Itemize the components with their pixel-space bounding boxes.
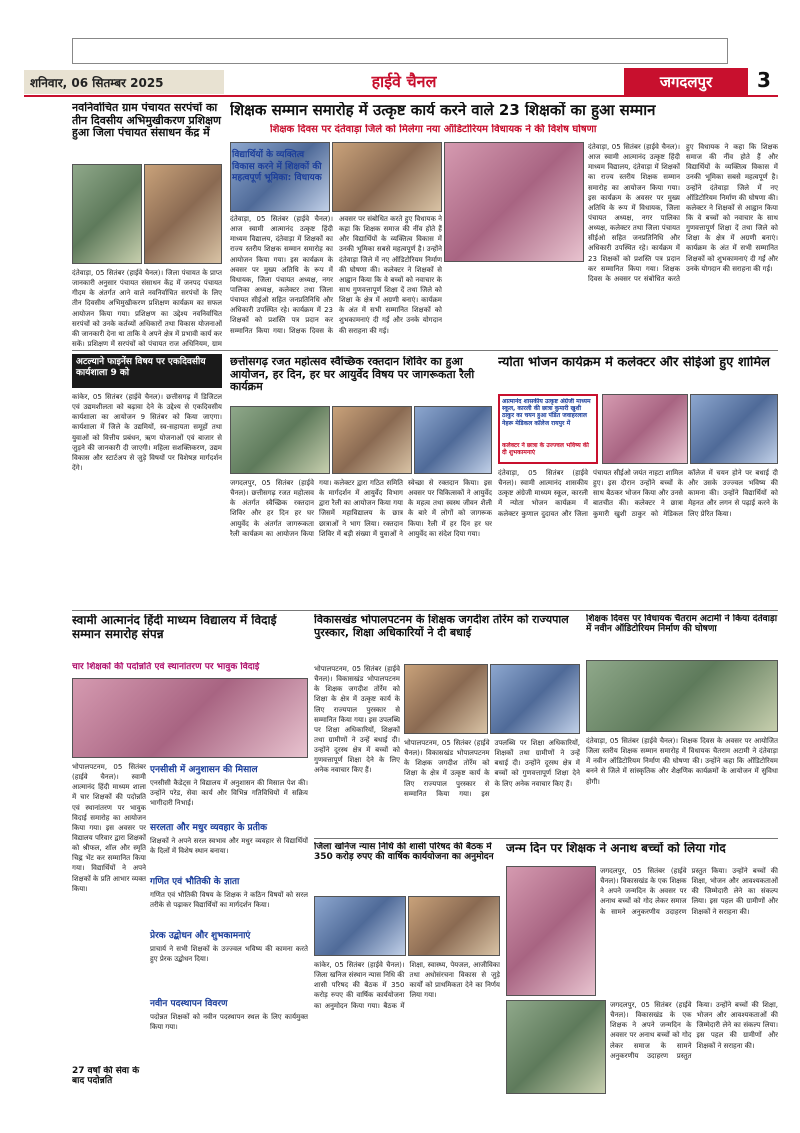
headline-nyota: न्योता भोजन कार्यक्रम में कलेक्टर और सीईओ हुए शामिल xyxy=(498,356,770,370)
photo-training-2 xyxy=(144,164,222,264)
body-teachers-cont-text: दंतेवाड़ा, 05 सितंबर (हाईवे चैनल)। आज स्वामी आत्मानंद उत्कृष्ट हिंदी माध्यम विद्यालय, दंतेवाड़ा में शिक्षकों का राज्य स्तरीय शिक्षक सम्मान समारोह का आयोजन किया गया। इस कार्यक्रम के अवसर पर मुख्य अतिथि के रूप में विधायक, जिला पंचायत अध्यक्ष, नगर पालिका अध्यक्ष, कलेक्टर तथा जिला पंचायत सीईओ सहित जनप्रतिनिधि और अधिकारी उपस्थित रहे। कार्यक्रम में 23 शिक्षकों को प्रशस्ति पत्र प्रदान कर सम्मानित किया गया। शिक्षक दिवस के अवसर पर संबोधित करते हुए विधायक ने कहा कि शिक्षक समाज की नींव होते हैं और विद्यार्थियों के व्यक्तित्व विकास में उनकी भूमिका सबसे महत्वपूर्ण है। उन्होंने दंतेवाड़ा जिले में नए ऑडिटोरियम निर्माण की घोषणा की। कलेक्टर ने शिक्षकों से आह्वान किया कि वे बच्चों को नवाचार के साथ गुणवत्तापूर्ण शिक्षा दें तथा जिले को शिक्षा के क्षेत्र में अग्रणी बनाएं। कार्यक्रम के अंत में सभी सम्मानित शिक्षकों को शुभकामनाएं दी गईं और उनके योगदान की सराहना की गई। xyxy=(588,143,778,283)
body-atmanand: भोपालपटनम, 05 सितंबर (हाईवे चैनल)। स्वामी आत्मानंद हिंदी माध्यम शाला में चार शिक्षकों की पदोन्नति एवं स्थानांतरण पर भावुक विदाई समारोह का आयोजन किया गया। इस अवसर पर विद्यालय परिवार द्वारा शिक्षकों को श्रीफल, शॉल और स्मृति चिह्न भेंट कर सम्मानित किया गया। विद्यार्थियों ने अपने शिक्षकों के प्रति आभार व्यक्त किया। xyxy=(72,763,146,893)
issue-date: शनिवार, 06 सितम्बर 2025 xyxy=(24,70,224,94)
body-birthday-cont-text: जगदलपुर, 05 सितंबर (हाईवे चैनल)। विकासखंड के एक शिक्षक ने अपने जन्मदिन के अवसर पर अनाथ बच्चों को गोद लेकर समाज के सामने अनुकरणीय उदाहरण प्रस्तुत किया। उन्होंने बच्चों की शिक्षा, भोजन और आवश्यकताओं की जिम्मेदारी लेने का संकल्प लिया। इस पहल की ग्रामीणों और शिक्षकों ने सराहना की। xyxy=(610,1001,778,1060)
rule-3 xyxy=(314,838,778,839)
highlight-nyota-2: कलेक्टर ने छात्रा के उज्ज्वल भविष्य की दी शुभकामनाएं xyxy=(502,442,589,457)
body-birthday: जगदलपुर, 05 सितंबर (हाईवे चैनल)। विकासखंड के एक शिक्षक ने अपने जन्मदिन के अवसर पर अनाथ बच्चों को गोद लेकर समाज के सामने अनुकरणीय उदाहरण प्रस्तुत किया। उन्होंने बच्चों की शिक्षा, भोजन और आवश्यकताओं की जिम्मेदारी लेने का संकल्प लिया। इस पहल की ग्रामीणों और शिक्षकों ने सराहना की। xyxy=(600,867,778,916)
section-atmanand-2-title: सरलता और मधुर व्यवहार के प्रतीक xyxy=(150,823,267,833)
photo-training-1 xyxy=(72,164,142,264)
photo-teachers-2 xyxy=(332,142,442,212)
section-atmanand-1-body: एनसीसी कैडेट्स ने विद्यालय में अनुशासन की मिसाल पेश की। उन्होंने परेड, सेवा कार्य और विभिन्न गतिविधियों में सक्रिय भागीदारी निभाई। xyxy=(150,779,308,808)
photo-auditorium xyxy=(586,660,778,732)
body-teachers-cont xyxy=(588,142,778,346)
headline-award: विकासखंड भोपालपटनम के शिक्षक जगदीश तोर्रेम को राज्यपाल पुरस्कार, शिक्षा अधिकारियों ने दी बधाई xyxy=(314,614,569,639)
quote-teachers: विद्यार्थियों के व्यक्तित्व विकास करने में शिक्षकों की महत्वपूर्ण भूमिका: विधायक xyxy=(232,150,322,184)
section-atmanand-5-title: नवीन पदस्थापन विवरण xyxy=(150,999,228,1009)
photo-award-2 xyxy=(490,664,580,734)
photo-ayurveda-1 xyxy=(230,406,330,474)
subheadline-teachers: शिक्षक दिवस पर दंतेवाड़ा जिले को मिलेगा नया ऑडिटोरियम विधायक ने की विशेष घोषणा xyxy=(270,124,597,135)
section-atmanand-5-body: पदोन्नत शिक्षकों को नवीन पदस्थापन स्थल के लिए कार्यमुक्त किया गया। xyxy=(150,1013,308,1032)
photo-birthday-2 xyxy=(506,1000,606,1094)
top-ad-box xyxy=(72,38,728,64)
masthead-rule xyxy=(24,95,778,97)
body-training: दंतेवाड़ा, 05 सितंबर (हाईवे चैनल)। जिला पंचायत के प्राप्त जानकारी अनुसार पंचायत संसाधन केंद्र में जनपद पंचायत गीदम के अंतर्गत आने वाले नवनिर्वाचित सरपंचों के लिए तीन दिवसीय अभिमुखीकरण प्रशिक्षण कार्यक्रम का सफल आयोजन किया गया। प्रशिक्षण का उद्देश्य नवनिर्वाचित सरपंचों को उनके कर्तव्यों अधिकारों तथा विकास योजनाओं की जानकारी देना था ताकि वे अपने क्षेत्र में प्रभावी कार्य कर सकें। प्रशिक्षण में सरपंचों को पंचायत राज अधिनियम, ग्राम xyxy=(72,269,222,348)
masthead xyxy=(24,68,778,96)
body-award: भोपालपटनम, 05 सितंबर (हाईवे चैनल)। विकासखंड भोपालपटनम के शिक्षक जगदीश तोर्रेम को शिक्षा के क्षेत्र में उत्कृष्ट कार्य के लिए राज्यपाल पुरस्कार से सम्मानित किया गया। इस उपलब्धि पर शिक्षा अधिकारियों, शिक्षकों तथा ग्रामीणों ने उन्हें बधाई दी। उन्होंने दूरस्थ क्षेत्र में बच्चों को गुणवत्तापूर्ण शिक्षा देने के लिए अनेक नवाचार किए हैं। xyxy=(314,665,400,775)
headline-auditorium: शिक्षक दिवस पर विधायक चैतराम अटामी ने किया दंतेवाड़ा में नवीन ऑडिटोरियम निर्माण की घोषणा xyxy=(586,614,778,635)
photo-atmanand-1 xyxy=(72,678,308,758)
subheadline-atmanand: चार शिक्षकों की पदोन्नति एवं स्थानांतरण पर भावुक विदाई xyxy=(72,662,260,672)
body-award-cont-text: भोपालपटनम, 05 सितंबर (हाईवे चैनल)। विकासखंड भोपालपटनम के शिक्षक जगदीश तोर्रेम को शिक्षा के क्षेत्र में उत्कृष्ट कार्य के लिए राज्यपाल पुरस्कार से सम्मानित किया गया। इस उपलब्धि पर शिक्षा अधिकारियों, शिक्षकों तथा ग्रामीणों ने उन्हें बधाई दी। उन्होंने दूरस्थ क्षेत्र में बच्चों को गुणवत्तापूर्ण शिक्षा देने के लिए अनेक नवाचार किए हैं। xyxy=(404,739,580,798)
body-auditorium: दंतेवाड़ा, 05 सितंबर (हाईवे चैनल)। शिक्षक दिवस के अवसर पर आयोजित जिला स्तरीय शिक्षक सम्मान समारोह में विधायक चैतराम अटामी ने दंतेवाड़ा में नवीन ऑडिटोरियम निर्माण की घोषणा की। उन्होंने कहा कि ऑडिटोरियम बनने से जिले में सांस्कृतिक और शैक्षणिक कार्यक्रमों के आयोजन में सुविधा होगी। xyxy=(586,737,778,786)
photo-ayurveda-3 xyxy=(414,406,492,474)
photo-birthday-1 xyxy=(506,866,596,996)
section-atmanand-4-title: प्रेरक उद्बोधन और शुभकामनाएं xyxy=(150,931,251,941)
headline-birthday: जन्म दिन पर शिक्षक ने अनाथ बच्चों को लिया गोद xyxy=(506,842,726,855)
photo-mineral-2 xyxy=(408,896,500,956)
headline-anganwadi: अटल्याने फाइनेंस विषय पर एकदिवसीय कार्यशाला 9 को xyxy=(72,354,222,388)
highlight-box-nyota xyxy=(498,394,598,464)
photo-award-1 xyxy=(404,664,488,734)
rule-2 xyxy=(72,610,778,611)
section-atmanand-3-body: गणित एवं भौतिकी विषय के शिक्षक ने कठिन विषयों को सरल तरीके से पढ़ाकर विद्यार्थियों का मार्गदर्शन किया। xyxy=(150,891,308,910)
body-mineral: कांकेर, 05 सितंबर (हाईवे चैनल)। जिला खनिज संस्थान न्यास निधि की शासी परिषद की बैठक में 350 करोड़ रुपए की वार्षिक कार्ययोजना का अनुमोदन किया गया। बैठक में शिक्षा, स्वास्थ्य, पेयजल, आजीविका तथा अधोसंरचना विकास से जुड़े कार्यों को प्राथमिकता देने का निर्णय लिया गया। xyxy=(314,961,500,1010)
rule-1 xyxy=(72,350,778,351)
headline-mineral: जिला खनिज न्यास निधि की शासी परिषद की बैठक में 350 करोड़ रुपए की वार्षिक कार्ययोजना का अनुमोदन xyxy=(314,842,494,863)
photo-mineral-1 xyxy=(314,896,406,956)
body-teachers: दंतेवाड़ा, 05 सितंबर (हाईवे चैनल)। आज स्वामी आत्मानंद उत्कृष्ट हिंदी माध्यम विद्यालय, दंतेवाड़ा में शिक्षकों का राज्य स्तरीय शिक्षक सम्मान समारोह का आयोजन किया गया। इस कार्यक्रम के अवसर पर मुख्य अतिथि के रूप में विधायक, जिला पंचायत अध्यक्ष, नगर पालिका अध्यक्ष, कलेक्टर तथा जिला पंचायत सीईओ सहित जनप्रतिनिधि और अधिकारी उपस्थित रहे। कार्यक्रम में 23 शिक्षकों को प्रशस्ति पत्र प्रदान कर सम्मानित किया गया। शिक्षक दिवस के अवसर पर संबोधित करते हुए विधायक ने कहा कि शिक्षक समाज की नींव होते हैं और विद्यार्थियों के व्यक्तित्व विकास में उनकी भूमिका सबसे महत्वपूर्ण है। उन्होंने दंतेवाड़ा जिले में नए ऑडिटोरियम निर्माण की घोषणा की। कलेक्टर ने शिक्षकों से आह्वान किया कि वे बच्चों को नवाचार के साथ गुणवत्तापूर्ण शिक्षा दें तथा जिले को शिक्षा के क्षेत्र में अग्रणी बनाएं। कार्यक्रम के अंत में सभी सम्मानित शिक्षकों को शुभकामनाएं दी गईं और उनके योगदान की सराहना की गई। xyxy=(230,215,442,335)
paper-name: हाईवे चैनल xyxy=(371,72,437,91)
photo-ayurveda-2 xyxy=(332,406,412,474)
body-ayurveda: जगदलपुर, 05 सितंबर (हाईवे चैनल)। छत्तीसगढ़ रजत महोत्सव के अंतर्गत स्वैच्छिक रक्तदान शिविर और हर दिन हर घर आयुर्वेद के अंतर्गत जागरूकता रैली कार्यक्रम का आयोजन किया गया। कलेक्टर द्वारा गठित समिति के मार्गदर्शन में आयुर्वेद विभाग द्वारा रैली का आयोजन किया गया जिसमें महाविद्यालय के छात्र छात्राओं ने भाग लिया। रक्तदान शिविर में बड़ी संख्या में युवाओं ने स्वेच्छा से रक्तदान किया। इस अवसर पर चिकित्सकों ने आयुर्वेद के महत्व तथा स्वस्थ जीवन शैली के बारे में लोगों को जागरूक किया। रैली में हर दिन हर घर आयुर्वेद का संदेश दिया गया। xyxy=(230,479,492,538)
body-anganwadi: कांकेर, 05 सितंबर (हाईवे चैनल)। छत्तीसगढ़ में डिजिटल एवं उद्यमशीलता को बढ़ावा देने के उद्देश्य से एकदिवसीय कार्यशाला का आयोजन 9 सितंबर को किया जाएगा। कार्यशाला में जिले के उद्यमियों, स्व-सहायता समूहों तथा युवाओं को वित्तीय प्रबंधन, ऋण योजनाओं एवं बाजार से जुड़ने की जानकारी दी जाएगी। महिला सशक्तिकरण, उद्यम विकास और स्टार्टअप से जुड़े विषयों पर विशेषज्ञ मार्गदर्शन देंगे। xyxy=(72,393,222,472)
city-label: जगदलपुर xyxy=(624,68,748,96)
photo-nyota-2 xyxy=(690,394,778,464)
body-award-cont xyxy=(404,738,580,834)
section-atmanand-4-body: प्राचार्य ने सभी शिक्षकों के उज्ज्वल भविष्य की कामना करते हुए प्रेरक उद्बोधन दिया। xyxy=(150,945,308,964)
headline-teachers: शिक्षक सम्मान समारोह में उत्कृष्ट कार्य करने वाले 23 शिक्षकों का हुआ सम्मान xyxy=(230,102,656,119)
page-number: 3 xyxy=(757,68,771,92)
section-atmanand-2-body: शिक्षकों ने अपने सरल स्वभाव और मधुर व्यवहार से विद्यार्थियों के दिलों में विशेष स्थान बनाया। xyxy=(150,837,308,856)
section-atmanand-1-title: एनसीसी में अनुशासन की मिसाल xyxy=(150,765,258,775)
headline-training: नवनिर्वाचित ग्राम पंचायत सरपंचों का तीन दिवसीय अभिमुखीकरण प्रशिक्षण हुआ जिला पंचायत संसाधन केंद्र में xyxy=(72,102,221,140)
photo-nyota-1 xyxy=(602,394,688,464)
headline-27-years: 27 वर्षों की सेवा के बाद पदोन्नति xyxy=(72,1066,140,1087)
section-atmanand-3-title: गणित एवं भौतिकी के ज्ञाता xyxy=(150,877,240,887)
highlight-nyota-1: आत्मानंद शासकीय उत्कृष्ट अंग्रेजी माध्यम स्कूल, कारली की छात्रा कुमारी खुशी ठाकुर का चयन हुआ पंडित जवाहरलाल नेहरू मेडिकल कॉलेज रायपुर में xyxy=(502,398,591,427)
headline-atmanand: स्वामी आत्मानंद हिंदी माध्यम विद्यालय में विदाई सम्मान समारोह संपन्न xyxy=(72,614,277,641)
body-birthday-cont xyxy=(610,1000,778,1094)
body-nyota: दंतेवाड़ा, 05 सितंबर (हाईवे चैनल)। स्वामी आत्मानंद शासकीय उत्कृष्ट अंग्रेजी माध्यम स्कूल, कारली में न्योता भोजन कार्यक्रम में कलेक्टर कुणाल दुदावत और जिला पंचायत सीईओ जयंत नाहटा शामिल हुए। इस दौरान उन्होंने बच्चों के साथ बैठकर भोजन किया और उनसे बातचीत की। कलेक्टर ने छात्रा कुमारी खुशी ठाकुर को मेडिकल कॉलेज में चयन होने पर बधाई दी और उसके उज्ज्वल भविष्य की कामना की। उन्होंने विद्यार्थियों को मेहनत और लगन से पढ़ाई करने के लिए प्रेरित किया। xyxy=(498,469,778,518)
photo-teachers-3 xyxy=(444,142,584,262)
headline-ayurveda: छत्तीसगढ़ रजत महोत्सव स्वैच्छिक रक्तदान शिविर का हुआ आयोजन, हर दिन, हर घर आयुर्वेद विषय पर जागरूकता रैली कार्यक्रम xyxy=(230,356,475,394)
